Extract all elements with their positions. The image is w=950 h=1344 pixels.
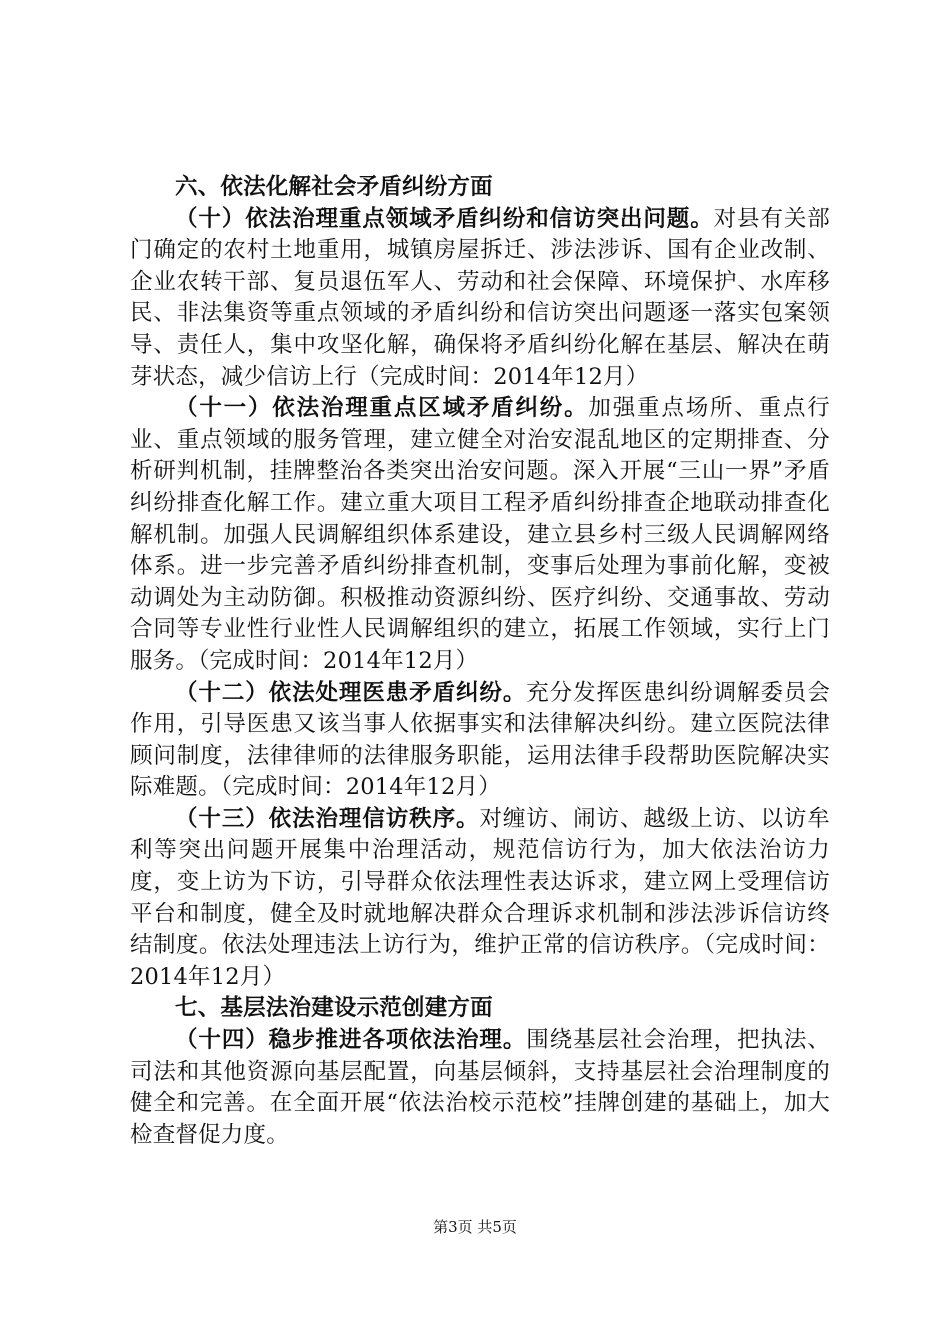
item-body: 对县有关部门确定的农村土地重用，城镇房屋拆迁、涉法涉诉、国有企业改制、企业农转干部、复员退伍军人、劳动和社会保障、环境保护、水库移民、非法集资等重点领域的矛盾纠纷和信访突出问题逐一落实包案领导、责任人，集中攻坚化解，确保将矛盾纠纷化解在基层、解决在萌芽状态，减少信访上行（完成时间：2014年12月） [130,205,830,390]
paragraph-item-12 [130,678,830,804]
item-title: （十四）稳步推进各项依法治理。 [175,1027,527,1054]
item-title: （十一）依法治理重点区域矛盾纠纷。 [175,395,589,422]
paragraph-item-14 [130,1025,830,1151]
document-body [130,172,830,1151]
page-number-footer: 第3页 共5页 [433,1218,517,1236]
item-body: 充分发挥医患纠纷调解委员会作用，引导医患又该当事人依据事实和法律解决纠纷。建立医院法律顾问制度，法律律师的法律服务职能，运用法律手段帮助医院解决实际难题。（完成时间：2014年12月） [130,679,830,801]
item-title: （十）依法治理重点领域矛盾纠纷和信访突出问题。 [175,205,714,232]
section-heading-text: 七、基层法治建设示范创建方面 [175,995,493,1022]
item-body: 对缠访、闹访、越级上访、以访牟利等突出问题开展集中治理活动，规范信访行为，加大依法治访力度，变上访为下访，引导群众依法理性表达诉求，建立网上受理信访平台和制度，健全及时就地解决群众合理诉求机制和涉法涉诉信访终结制度。依法处理违法上访行为，维护正常的信访秩序。（完成时间：2014年12月） [130,805,830,990]
item-title: （十二）依法处理医患矛盾纠纷。 [175,679,527,706]
paragraph-item-10 [130,204,830,394]
item-body: 围绕基层社会治理，把执法、司法和其他资源向基层配置，向基层倾斜，支持基层社会治理制度的健全和完善。在全面开展“依法治校示范校”挂牌创建的基础上，加大检查督促力度。 [130,1027,830,1148]
paragraph-item-11 [130,393,830,677]
item-title: （十三）依法治理信访秩序。 [175,805,480,832]
section-heading-seven [130,993,830,1025]
paragraph-item-13 [130,804,830,994]
section-heading-six [130,172,830,204]
section-heading-text: 六、依法化解社会矛盾纠纷方面 [175,174,493,200]
item-body: 加强重点场所、重点行业、重点领域的服务管理，建立健全对治安混乱地区的定期排查、分析研判机制，挂牌整治各类突出治安问题。深入开展“三山一界”矛盾纠纷排查化解工作。建立重大项目工程矛盾纠纷排查企地联动排查化解机制。加强人民调解组织体系建设，建立县乡村三级人民调解网络体系。进一步完善矛盾纠纷排查机制，变事后处理为事前化解，变被动调处为主动防御。积极推动资源纠纷、医疗纠纷、交通事故、劳动合同等专业性行业性人民调解组织的建立，拓展工作领域，实行上门服务。（完成时间：2014年12月） [130,395,830,674]
